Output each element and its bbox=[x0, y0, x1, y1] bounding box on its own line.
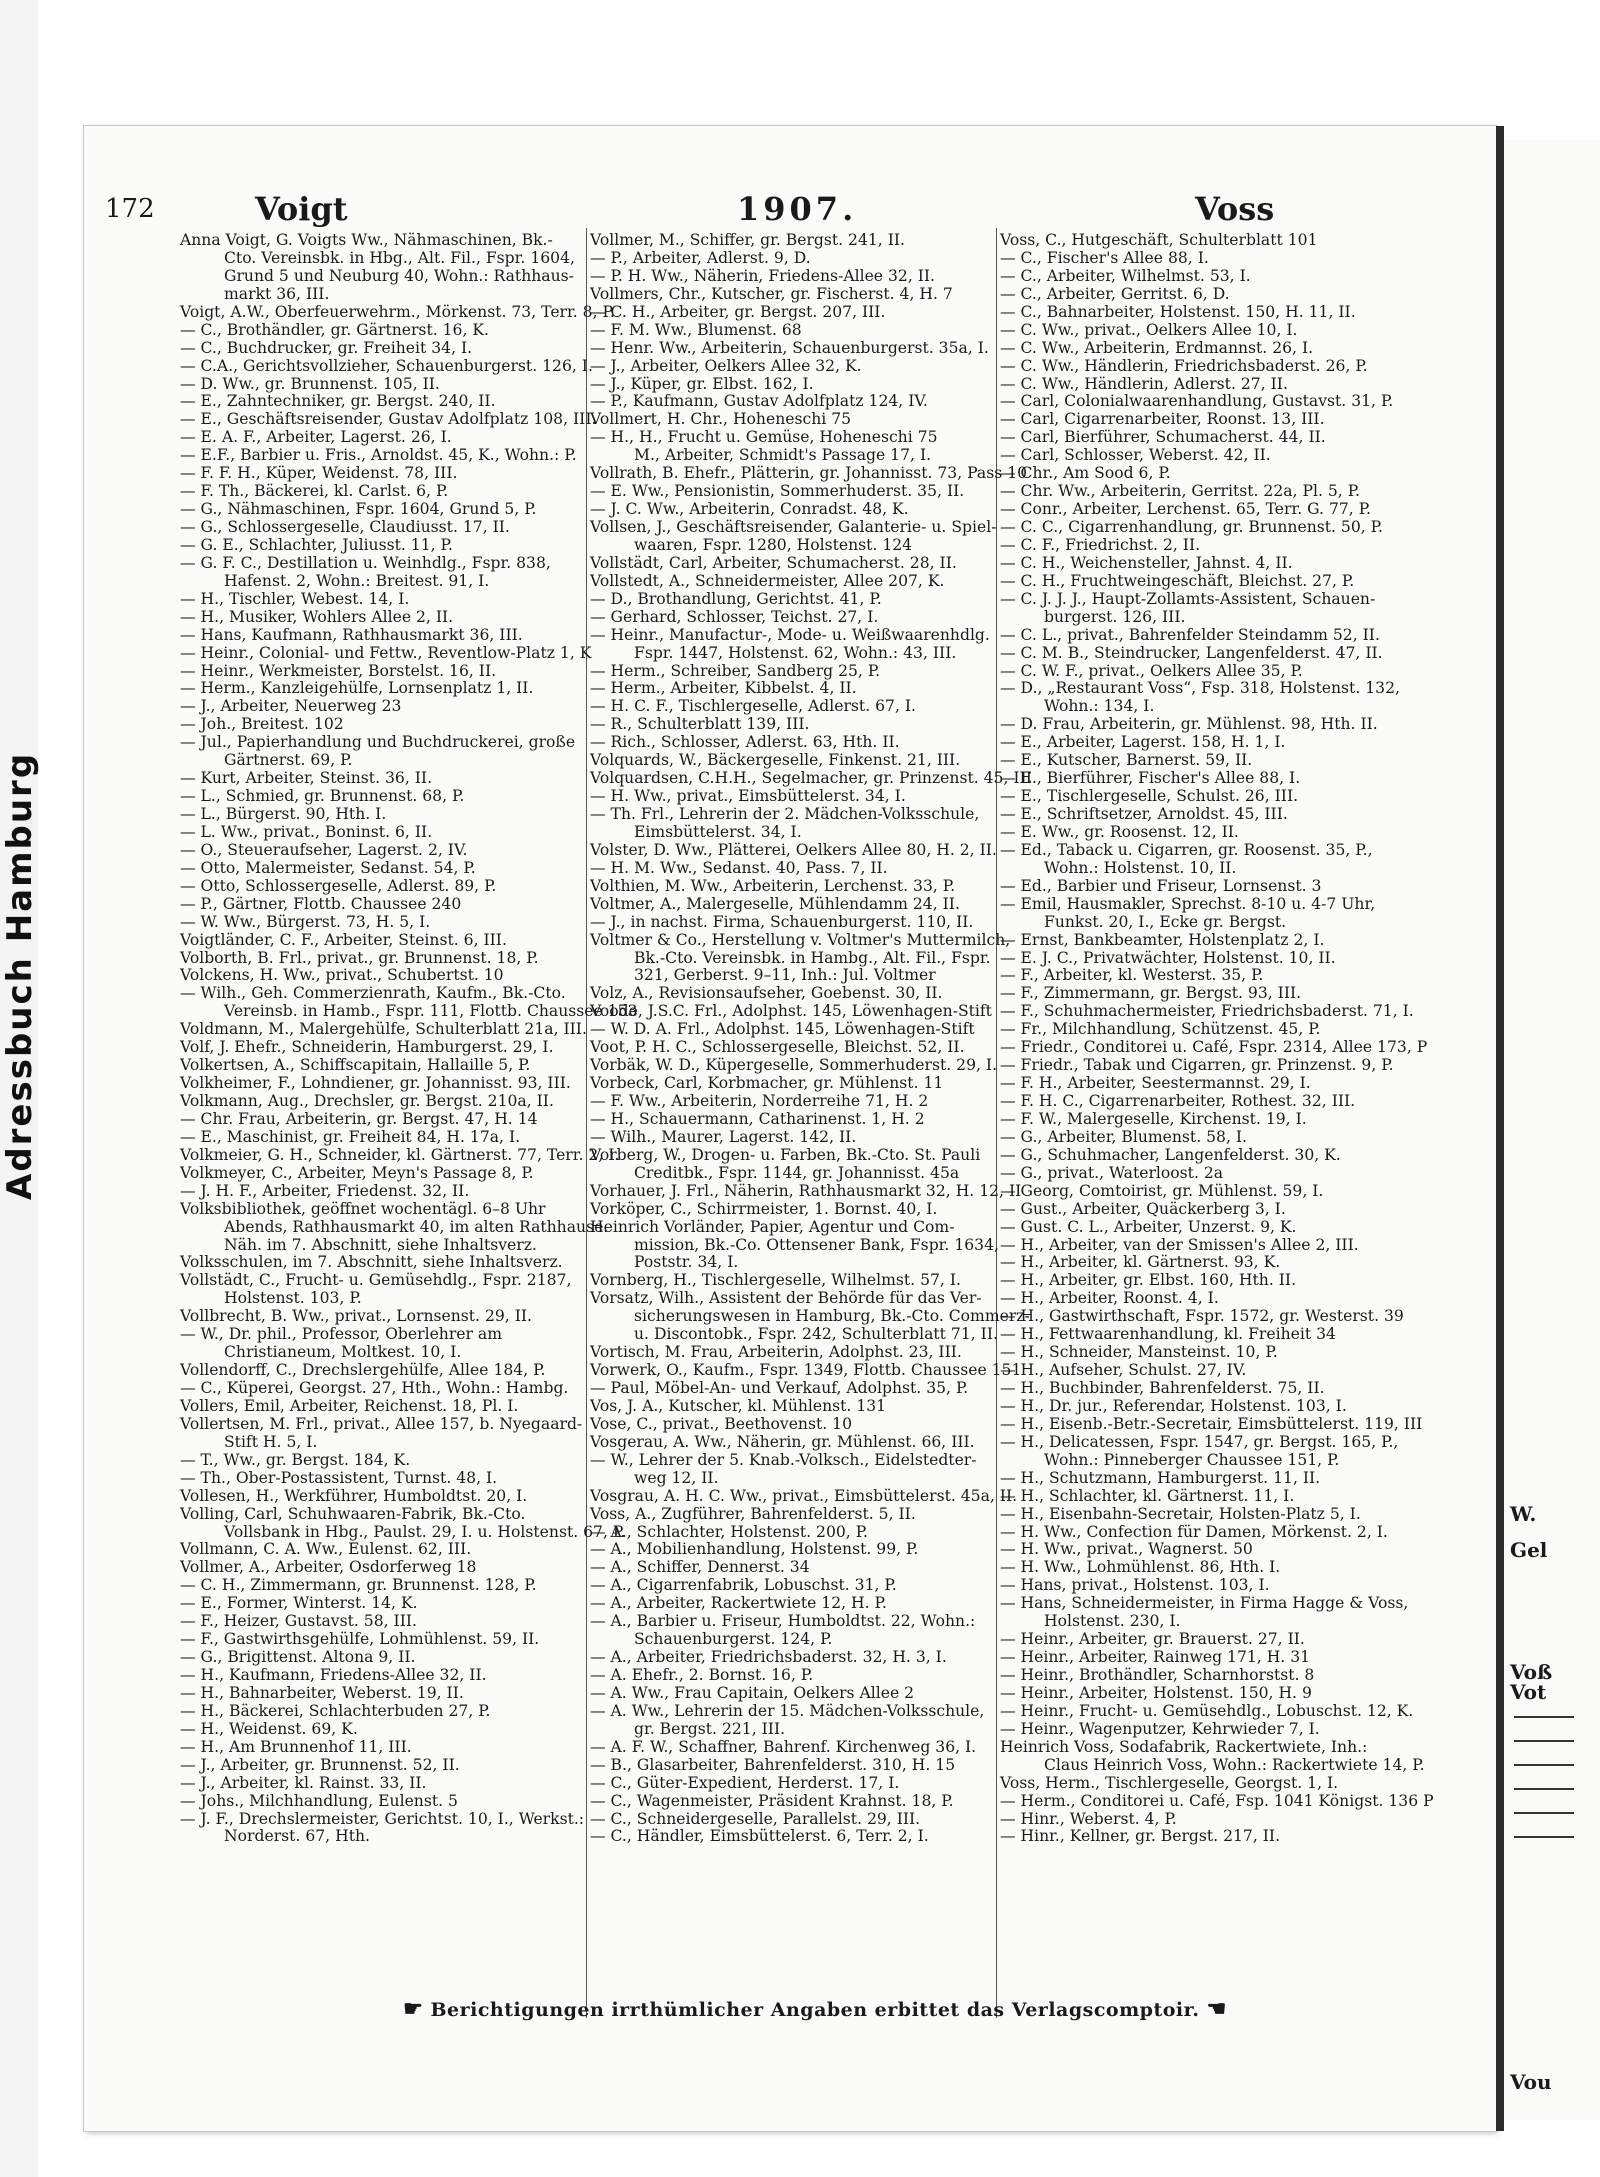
directory-entry: — T., Ww., gr. Bergst. 184, K. bbox=[180, 1450, 411, 1469]
directory-entry: — O., Steueraufseher, Lagerst. 2, IV. bbox=[180, 840, 468, 859]
directory-entry: — H., Arbeiter, kl. Gärtnerst. 93, K. bbox=[1000, 1253, 1281, 1272]
directory-entry: Volquardsen, C.H.H., Segelmacher, gr. Prinzenst. 45, III bbox=[590, 769, 1032, 788]
directory-entry: — A., Arbeiter, Friedrichsbaderst. 32, H. 3, I. bbox=[590, 1648, 947, 1667]
directory-column-3 bbox=[1000, 231, 1434, 1846]
directory-entry: — Heinr., Arbeiter, gr. Brauerst. 27, II. bbox=[1000, 1630, 1305, 1649]
directory-entry: — Jul., Papierhandlung und Buchdruckerei, große bbox=[180, 733, 576, 752]
directory-entry: — D. Ww., gr. Brunnenst. 105, II. bbox=[180, 374, 440, 393]
directory-entry: — H., Schlachter, kl. Gärtnerst. 11, I. bbox=[1000, 1486, 1295, 1505]
directory-entry: — E. Ww., Pensionistin, Sommerhuderst. 35, II. bbox=[590, 482, 965, 501]
directory-entry: Vollmann, C. A. Ww., Eulenst. 62, III. bbox=[180, 1540, 472, 1559]
directory-entry: — Conr., Arbeiter, Lerchenst. 65, Terr. G. 77, P. bbox=[1000, 500, 1371, 519]
directory-entry: Vollers, Emil, Arbeiter, Reichenst. 18, Pl. I. bbox=[180, 1396, 519, 1415]
directory-entry: — H., Bahnarbeiter, Weberst. 19, II. bbox=[180, 1683, 464, 1702]
directory-entry: — Wilh., Maurer, Lagerst. 142, II. bbox=[590, 1127, 857, 1146]
directory-entry: Vollbrecht, B. Ww., privat., Lornsenst. 29, II. bbox=[180, 1307, 532, 1326]
directory-entry-continuation: Wohn.: 134, I. bbox=[1044, 697, 1155, 716]
directory-entry: Vortisch, M. Frau, Arbeiterin, Adolphst. 23, III. bbox=[590, 1343, 962, 1362]
directory-entry: — Fr., Milchhandlung, Schützenst. 45, P. bbox=[1000, 1020, 1321, 1039]
directory-entry: — C. M. B., Steindrucker, Langenfelderst. 47, II. bbox=[1000, 643, 1383, 662]
directory-entry-continuation: 321, Gerberst. 9–11, Inh.: Jul. Voltmer bbox=[634, 966, 936, 985]
page-header bbox=[105, 190, 1405, 234]
directory-entry: Vosgerau, A. Ww., Näherin, gr. Mühlenst. 66, III. bbox=[590, 1432, 975, 1451]
directory-entry: — H., Dr. jur., Referendar, Holstenst. 103, I. bbox=[1000, 1396, 1347, 1415]
directory-entry: — H., Musiker, Wohlers Allee 2, II. bbox=[180, 607, 454, 626]
directory-entry-continuation: u. Discontobk., Fspr. 242, Schulterblatt 71, II. bbox=[634, 1325, 998, 1344]
directory-entry: — Emil, Hausmakler, Sprechst. 8-10 u. 4-7 Uhr, bbox=[1000, 894, 1376, 913]
directory-entry: — Hinr., Kellner, gr. Bergst. 217, II. bbox=[1000, 1827, 1281, 1846]
directory-entry: Vose, C., privat., Beethovenst. 10 bbox=[590, 1414, 852, 1433]
directory-entry: — Henr. Ww., Arbeiterin, Schauenburgerst. 35a, I. bbox=[590, 338, 989, 357]
directory-entry: Vollertsen, M. Frl., privat., Allee 157, b. Nyegaard- bbox=[180, 1414, 583, 1433]
directory-entry: — G. F. C., Destillation u. Weinhdlg., Fspr. 838, bbox=[180, 553, 551, 572]
directory-entry: Volkertsen, A., Schiffscapitain, Hallaille 5, P. bbox=[180, 1056, 531, 1075]
directory-entry: — G., Nähmaschinen, Fspr. 1604, Grund 5, P. bbox=[180, 500, 537, 519]
directory-entry-continuation: Vollsbank in Hbg., Paulst. 29, I. u. Holstenst. 67, P. bbox=[224, 1522, 626, 1541]
adjacent-dash bbox=[1514, 1764, 1574, 1766]
directory-entry-continuation: Fspr. 1447, Holstenst. 62, Wohn.: 43, III. bbox=[634, 643, 957, 662]
pointing-hand-icon: ☚ bbox=[1206, 1996, 1227, 2022]
directory-entry: — G., Schuhmacher, Langenfelderst. 30, K. bbox=[1000, 1145, 1341, 1164]
directory-entry: — B., Glasarbeiter, Bahrenfelderst. 310, H. 15 bbox=[590, 1755, 956, 1774]
directory-entry: Vollmers, Chr., Kutscher, gr. Fischerst. 4, H. 7 bbox=[590, 284, 953, 303]
directory-entry: — C. H., Fruchtweingeschäft, Bleichst. 27, P. bbox=[1000, 571, 1355, 590]
directory-entry: Volksschulen, im 7. Abschnitt, siehe Inhaltsverz. bbox=[180, 1253, 563, 1272]
directory-entry: — Hans, Kaufmann, Rathhausmarkt 36, III. bbox=[180, 625, 523, 644]
directory-entry: — E. A. F., Arbeiter, Lagerst. 26, I. bbox=[180, 428, 452, 447]
directory-entry: — Chr., Am Sood 6, P. bbox=[1000, 464, 1171, 483]
directory-column-2 bbox=[590, 231, 1032, 1846]
directory-entry: Voldmann, M., Malergehülfe, Schulterblatt 21a, III. bbox=[180, 1020, 587, 1039]
directory-entry: — Heinr., Frucht- u. Gemüsehdlg., Lobuschst. 12, K. bbox=[1000, 1701, 1414, 1720]
directory-entry: — H., Eisenbahn-Secretair, Holsten-Platz 5, I. bbox=[1000, 1504, 1361, 1523]
directory-entry: — D. Frau, Arbeiterin, gr. Mühlenst. 98, Hth. II. bbox=[1000, 715, 1378, 734]
directory-entry-continuation: Holstenst. 230, I. bbox=[1044, 1612, 1181, 1631]
directory-entry: — Rich., Schlosser, Adlerst. 63, Hth. II. bbox=[590, 733, 900, 752]
directory-entry: Vollmer, A., Arbeiter, Osdorferweg 18 bbox=[180, 1558, 477, 1577]
directory-entry: — F. M. Ww., Blumenst. 68 bbox=[590, 320, 802, 339]
directory-entry-continuation: M., Arbeiter, Schmidt's Passage 17, I. bbox=[634, 446, 932, 465]
directory-entry: Voss, Herm., Tischlergeselle, Georgst. 1, I. bbox=[1000, 1773, 1339, 1792]
directory-entry: — Ernst, Bankbeamter, Holstenplatz 2, I. bbox=[1000, 930, 1325, 949]
page-gutter bbox=[1496, 126, 1504, 2131]
right-keyword: Voss bbox=[1195, 190, 1275, 228]
directory-entry-continuation: Claus Heinrich Voss, Wohn.: Rackertwiete 14, P. bbox=[1044, 1755, 1425, 1774]
directory-entry: — E. J. C., Privatwächter, Holstenst. 10, II. bbox=[1000, 948, 1336, 967]
directory-entry: — H., Bäckerei, Schlachterbuden 27, P. bbox=[180, 1701, 491, 1720]
directory-entry: — C., Bahnarbeiter, Holstenst. 150, H. 11, II. bbox=[1000, 302, 1356, 321]
adjacent-page-fragment bbox=[1504, 140, 1600, 2120]
directory-entry: — F., Gastwirthsgehülfe, Lohmühlenst. 59, II. bbox=[180, 1630, 540, 1649]
directory-entry: — H., Gastwirthschaft, Fspr. 1572, gr. Westerst. 39 bbox=[1000, 1307, 1404, 1326]
directory-entry-continuation: Vereinsb. in Hamb., Fspr. 111, Flottb. Chaussee 153 bbox=[224, 1002, 638, 1021]
directory-entry: Vollstedt, A., Schneidermeister, Allee 207, K. bbox=[590, 571, 945, 590]
directory-entry: Vorhauer, J. Frl., Näherin, Rathhausmarkt 32, H. 12, II bbox=[590, 1181, 1022, 1200]
year-title: 1907. bbox=[737, 190, 858, 228]
directory-entry: — Carl, Cigarrenarbeiter, Roonst. 13, III. bbox=[1000, 410, 1325, 429]
directory-entry: — H. Ww., privat., Eimsbüttelerst. 34, I. bbox=[590, 787, 906, 806]
directory-entry: — J., Arbeiter, Neuerweg 23 bbox=[180, 697, 402, 716]
directory-entry: Voode, J.S.C. Frl., Adolphst. 145, Löwenhagen-Stift bbox=[590, 1002, 992, 1021]
directory-entry: Volz, A., Revisionsaufseher, Goebenst. 30, II. bbox=[590, 984, 943, 1003]
directory-entry: — Heinr., Brothändler, Scharnhorstst. 8 bbox=[1000, 1666, 1315, 1684]
directory-entry: — Chr. Frau, Arbeiterin, gr. Bergst. 47, H. 14 bbox=[180, 1109, 538, 1128]
directory-entry: Voltmer & Co., Herstellung v. Voltmer's Muttermilch, bbox=[590, 930, 1011, 949]
directory-entry: — A. Ww., Lehrerin der 15. Mädchen-Volksschule, bbox=[590, 1701, 985, 1720]
directory-entry: — C. J. J. J., Haupt-Zollamts-Assistent, Schauen- bbox=[1000, 589, 1376, 608]
directory-entry: Vollendorff, C., Drechslergehülfe, Allee 184, P. bbox=[180, 1361, 546, 1380]
directory-entry: — F. F. H., Küper, Weidenst. 78, III. bbox=[180, 464, 458, 483]
directory-entry: — Herm., Schreiber, Sandberg 25, P. bbox=[590, 661, 881, 680]
directory-entry: — H., Schauermann, Catharinenst. 1, H. 2 bbox=[590, 1109, 925, 1128]
directory-entry-continuation: burgerst. 126, III. bbox=[1044, 607, 1186, 626]
directory-entry: — Wilh., Geh. Commerzienrath, Kaufm., Bk.-Cto. bbox=[180, 984, 566, 1003]
directory-entry-continuation: Abends, Rathhausmarkt 40, im alten Rathhause. bbox=[224, 1217, 609, 1236]
directory-entry: — Th. Frl., Lehrerin der 2. Mädchen-Volksschule, bbox=[590, 805, 980, 823]
directory-entry-continuation: sicherungswesen in Hamburg, Bk.-Cto. Commerz- bbox=[634, 1307, 1030, 1326]
directory-entry: — Th., Ober-Postassistent, Turnst. 48, I. bbox=[180, 1468, 498, 1487]
directory-entry: — D., Brothandlung, Gerichtst. 41, P. bbox=[590, 589, 882, 608]
directory-entry: Heinrich Vorländer, Papier, Agentur und Com- bbox=[590, 1217, 955, 1236]
pointing-hand-icon: ☛ bbox=[403, 1996, 424, 2022]
directory-entry-continuation: weg 12, II. bbox=[634, 1468, 719, 1487]
directory-entry: — Otto, Schlossergeselle, Adlerst. 89, P. bbox=[180, 876, 497, 895]
directory-entry: — J., in nachst. Firma, Schauenburgerst. 110, II. bbox=[590, 912, 974, 931]
directory-entry: — Heinr., Arbeiter, Rainweg 171, H. 31 bbox=[1000, 1648, 1311, 1667]
directory-entry: — Friedr., Tabak und Cigarren, gr. Prinzenst. 9, P. bbox=[1000, 1056, 1394, 1075]
directory-entry: Vorsatz, Wilh., Assistent der Behörde für das Ver- bbox=[590, 1289, 982, 1308]
directory-entry-continuation: Hafenst. 2, Wohn.: Breitest. 91, I. bbox=[224, 571, 490, 590]
directory-entry: — Hinr., Weberst. 4, P. bbox=[1000, 1809, 1177, 1828]
directory-entry: — E., Arbeiter, Lagerst. 158, H. 1, I. bbox=[1000, 733, 1286, 752]
directory-entry: — W., Dr. phil., Professor, Oberlehrer am bbox=[180, 1325, 503, 1344]
directory-entry: — G., Arbeiter, Blumenst. 58, I. bbox=[1000, 1127, 1247, 1146]
directory-entry: — H., Eisenb.-Betr.-Secretair, Eimsbüttelerst. 119, III bbox=[1000, 1414, 1423, 1433]
directory-entry: — W. D. A. Frl., Adolphst. 145, Löwenhagen-Stift bbox=[590, 1020, 975, 1039]
directory-entry-continuation: Funkst. 20, I., Ecke gr. Bergst. bbox=[1044, 912, 1287, 931]
adjacent-dash bbox=[1514, 1716, 1574, 1718]
directory-entry: — A. Ww., Frau Capitain, Oelkers Allee 2 bbox=[590, 1683, 915, 1702]
directory-entry: — Paul, Möbel-An- und Verkauf, Adolphst. 35, P. bbox=[590, 1379, 969, 1397]
directory-entry: — A. F. W., Schaffner, Bahrenf. Kirchenweg 36, I. bbox=[590, 1737, 977, 1756]
directory-entry: — H., Kaufmann, Friedens-Allee 32, II. bbox=[180, 1666, 487, 1684]
directory-column-1 bbox=[180, 231, 638, 1846]
directory-entry: Volkmeier, G. H., Schneider, kl. Gärtnerst. 77, Terr. 2, I. bbox=[180, 1145, 620, 1164]
adjacent-fragment: Voß bbox=[1510, 1660, 1553, 1684]
directory-entry: — Carl, Bierführer, Schumacherst. 44, II. bbox=[1000, 428, 1326, 447]
directory-entry: — H., Tischler, Webest. 14, I. bbox=[180, 589, 410, 608]
directory-entry: — H., Buchbinder, Bahrenfelderst. 75, II. bbox=[1000, 1379, 1325, 1397]
directory-entry: — G., privat., Waterloost. 2a bbox=[1000, 1163, 1224, 1182]
directory-entry: Voot, P. H. C., Schlossergeselle, Bleichst. 52, II. bbox=[590, 1038, 965, 1057]
directory-entry: — C. Ww., privat., Oelkers Allee 10, I. bbox=[1000, 320, 1298, 339]
directory-entry: — E.F., Barbier u. Fris., Arnoldst. 45, K., Wohn.: P. bbox=[180, 446, 577, 465]
directory-entry: — A., Arbeiter, Rackertwiete 12, H. P. bbox=[590, 1594, 887, 1613]
adjacent-fragment: Vot bbox=[1510, 1680, 1547, 1704]
directory-entry: — C. Ww., Händlerin, Friedrichsbaderst. 26, P. bbox=[1000, 356, 1368, 375]
directory-entry: — Herm., Kanzleigehülfe, Lornsenplatz 1, II. bbox=[180, 679, 534, 698]
directory-entry: — H., Schneider, Mansteinst. 10, P. bbox=[1000, 1343, 1278, 1362]
left-keyword: Voigt bbox=[255, 190, 348, 228]
directory-entry: Volkheimer, F., Lohndiener, gr. Johannisst. 93, III. bbox=[180, 1074, 571, 1093]
directory-entry: — D., „Restaurant Voss“, Fsp. 318, Holstenst. 132, bbox=[1000, 679, 1400, 698]
directory-entry: — C. H., Arbeiter, gr. Bergst. 207, III. bbox=[590, 302, 886, 321]
directory-entry: — G. E., Schlachter, Juliusst. 11, P. bbox=[180, 535, 453, 554]
directory-entry: Vollstädt, Carl, Arbeiter, Schumacherst. 28, II. bbox=[590, 553, 957, 572]
directory-entry: — W., Lehrer der 5. Knab.-Volksch., Eidelstedter- bbox=[590, 1450, 977, 1469]
directory-entry-continuation: Gärtnerst. 69, P. bbox=[224, 751, 353, 770]
directory-entry: — H., H., Frucht u. Gemüse, Hoheneschi 75 bbox=[590, 428, 938, 447]
directory-entry: — J. C. Ww., Arbeiterin, Conradst. 48, K. bbox=[590, 500, 909, 519]
page-footer bbox=[335, 1996, 1295, 2026]
directory-entry: — H., Delicatessen, Fspr. 1547, gr. Bergst. 165, P., bbox=[1000, 1432, 1399, 1451]
directory-entry: — P., Kaufmann, Gustav Adolfplatz 124, IV. bbox=[590, 392, 928, 411]
directory-entry: — A. Ehefr., 2. Bornst. 16, P. bbox=[590, 1666, 814, 1684]
directory-entry: Volkmann, Aug., Drechsler, gr. Bergst. 210a, II. bbox=[180, 1092, 554, 1110]
scan-left-edge bbox=[0, 0, 38, 2177]
directory-entry: — Friedr., Conditorei u. Café, Fspr. 2314, Allee 173, P bbox=[1000, 1038, 1428, 1057]
directory-entry: — F., Heizer, Gustavst. 58, III. bbox=[180, 1612, 417, 1631]
directory-entry: — F. Th., Bäckerei, kl. Carlst. 6, P. bbox=[180, 482, 449, 501]
directory-entry: — G., Brigittenst. Altona 9, II. bbox=[180, 1648, 416, 1667]
directory-entry: — Carl, Schlosser, Weberst. 42, II. bbox=[1000, 446, 1271, 465]
directory-entry: Vosgrau, A. H. C. Ww., privat., Eimsbüttelerst. 45a, II. bbox=[590, 1486, 1018, 1505]
directory-entry: — C., Güter-Expedient, Herderst. 17, I. bbox=[590, 1773, 900, 1792]
directory-entry: Vos, J. A., Kutscher, kl. Mühlenst. 131 bbox=[590, 1396, 887, 1415]
directory-entry: — H., Schutzmann, Hamburgerst. 11, II. bbox=[1000, 1468, 1321, 1487]
directory-entry: — H. Ww., Lohmühlenst. 86, Hth. I. bbox=[1000, 1558, 1281, 1577]
directory-entry: — C. Ww., Händlerin, Adlerst. 27, II. bbox=[1000, 374, 1288, 393]
directory-entry: — Kurt, Arbeiter, Steinst. 36, II. bbox=[180, 769, 433, 788]
directory-entry: — E., Bierführer, Fischer's Allee 88, I. bbox=[1000, 769, 1301, 788]
directory-entry: — E., Kutscher, Barnerst. 59, II. bbox=[1000, 751, 1253, 770]
directory-entry: — C. H., Zimmermann, gr. Brunnenst. 128, P. bbox=[180, 1576, 537, 1595]
directory-entry-continuation: Creditbk., Fspr. 1144, gr. Johannisst. 45a bbox=[634, 1163, 960, 1182]
directory-entry: — H. M. Ww., Sedanst. 40, Pass. 7, II. bbox=[590, 858, 888, 877]
directory-entry-continuation: gr. Bergst. 221, III. bbox=[634, 1719, 786, 1738]
directory-entry: — E., Geschäftsreisender, Gustav Adolfplatz 108, III. bbox=[180, 410, 597, 429]
directory-entry: — A., Cigarrenfabrik, Lobuschst. 31, P. bbox=[590, 1576, 897, 1595]
directory-entry: — H. C. F., Tischlergeselle, Adlerst. 67, I. bbox=[590, 697, 916, 716]
directory-entry-continuation: mission, Bk.-Co. Ottensener Bank, Fspr. 1634, bbox=[634, 1235, 999, 1254]
directory-entry: — C., Schneidergeselle, Parallelst. 29, III. bbox=[590, 1809, 921, 1828]
directory-entry: — P. H. Ww., Näherin, Friedens-Allee 32, II. bbox=[590, 266, 936, 285]
directory-entry: — J., Arbeiter, gr. Brunnenst. 52, II. bbox=[180, 1755, 460, 1774]
directory-entry: — Joh., Breitest. 102 bbox=[180, 715, 344, 734]
directory-entry: — C., Fischer's Allee 88, I. bbox=[1000, 248, 1209, 267]
directory-entry: — Gerhard, Schlosser, Teichst. 27, I. bbox=[590, 607, 879, 626]
directory-entry: — H. Ww., privat., Wagnerst. 50 bbox=[1000, 1540, 1253, 1559]
directory-entry: — A., Schlachter, Holstenst. 200, P. bbox=[590, 1522, 869, 1541]
directory-entry: Heinrich Voss, Sodafabrik, Rackertwiete, Inh.: bbox=[1000, 1737, 1368, 1756]
directory-entry: — J., Arbeiter, Oelkers Allee 32, K. bbox=[590, 356, 862, 375]
directory-entry: Voltmer, A., Malergeselle, Mühlendamm 24, II. bbox=[590, 894, 960, 913]
directory-entry: — H., Fettwaarenhandlung, kl. Freiheit 34 bbox=[1000, 1325, 1336, 1344]
directory-entry: Anna Voigt, G. Voigts Ww., Nähmaschinen, Bk.- bbox=[180, 231, 553, 249]
directory-entry: — Heinr., Colonial- und Fettw., Reventlow-Platz 1, K bbox=[180, 643, 592, 662]
directory-entry: — C., Wagenmeister, Präsident Krahnst. 18, P. bbox=[590, 1791, 954, 1810]
directory-entry: Vollsen, J., Geschäftsreisender, Galanterie- u. Spiel- bbox=[590, 518, 997, 536]
adjacent-dash bbox=[1514, 1788, 1574, 1790]
directory-entry: — F. W., Malergeselle, Kirchenst. 19, I. bbox=[1000, 1109, 1307, 1128]
directory-entry: — L. Ww., privat., Boninst. 6, II. bbox=[180, 822, 433, 841]
directory-entry: Vollesen, H., Werkführer, Humboldtst. 20, I. bbox=[180, 1486, 528, 1505]
directory-entry: — C. C., Cigarrenhandlung, gr. Brunnenst. 50, P. bbox=[1000, 518, 1383, 536]
directory-entry: — C.A., Gerichtsvollzieher, Schauenburgerst. 126, I. bbox=[180, 356, 593, 375]
directory-entry: — W. Ww., Bürgerst. 73, H. 5, I. bbox=[180, 912, 431, 931]
directory-entry: Vorberg, W., Drogen- u. Farben, Bk.-Cto. St. Pauli bbox=[590, 1145, 981, 1164]
directory-entry: Vorköper, C., Schirrmeister, 1. Bornst. 40, I. bbox=[590, 1199, 938, 1218]
directory-entry: Volckens, H. Ww., privat., Schubertst. 10 bbox=[180, 966, 504, 985]
directory-entry: — Ed., Barbier und Friseur, Lornsenst. 3 bbox=[1000, 876, 1322, 895]
directory-entry: — H., Aufseher, Schulst. 27, IV. bbox=[1000, 1361, 1247, 1380]
directory-entry: — C. W. F., privat., Oelkers Allee 35, P. bbox=[1000, 661, 1303, 680]
directory-entry: — F. H., Arbeiter, Seestermannst. 29, I. bbox=[1000, 1074, 1311, 1093]
adjacent-fragment: Vou bbox=[1510, 2070, 1552, 2094]
directory-entry: Voigt, A.W., Oberfeuerwehrm., Mörkenst. 73, Terr. 8, P. bbox=[180, 302, 615, 321]
directory-entry-continuation: Näh. im 7. Abschnitt, siehe Inhaltsverz. bbox=[224, 1235, 537, 1254]
directory-entry: Vorbeck, Carl, Korbmacher, gr. Mühlenst. 11 bbox=[590, 1074, 944, 1093]
directory-entry: — J., Küper, gr. Elbst. 162, I. bbox=[590, 374, 814, 393]
directory-entry-continuation: Bk.-Cto. Vereinsbk. in Hambg., Alt. Fil., Fspr. bbox=[634, 948, 991, 967]
directory-entry: — C. Ww., Arbeiterin, Erdmannst. 26, I. bbox=[1000, 338, 1314, 357]
directory-entry-continuation: Grund 5 und Neuburg 40, Wohn.: Rathhaus- bbox=[224, 266, 574, 285]
directory-entry: — P., Arbeiter, Adlerst. 9, D. bbox=[590, 248, 811, 267]
directory-entry: — H., Am Brunnenhof 11, III. bbox=[180, 1737, 412, 1756]
directory-entry: — C., Händler, Eimsbüttelerst. 6, Terr. 2, I. bbox=[590, 1827, 929, 1846]
directory-entry: Volthien, M. Ww., Arbeiterin, Lerchenst. 33, P. bbox=[590, 876, 956, 895]
directory-entry-continuation: Holstenst. 103, P. bbox=[224, 1289, 362, 1308]
directory-entry: Vorbäk, W. D., Küpergeselle, Sommerhuderst. 29, I. bbox=[590, 1056, 998, 1075]
directory-entry: — H. Ww., Confection für Damen, Mörkenst. 2, I. bbox=[1000, 1522, 1388, 1541]
directory-entry: — C. L., privat., Bahrenfelder Steindamm 52, II. bbox=[1000, 625, 1380, 644]
page-number: 172 bbox=[105, 194, 155, 224]
directory-entry: Volf, J. Ehefr., Schneiderin, Hamburgerst. 29, I. bbox=[180, 1038, 554, 1057]
directory-entry: — Heinr., Arbeiter, Holstenst. 150, H. 9 bbox=[1000, 1683, 1312, 1702]
directory-entry: — F., Schuhmachermeister, Friedrichsbaderst. 71, I. bbox=[1000, 1002, 1414, 1021]
directory-entry-continuation: Poststr. 34, I. bbox=[634, 1253, 739, 1272]
directory-entry: — A., Barbier u. Friseur, Humboldtst. 22, Wohn.: bbox=[590, 1612, 976, 1631]
directory-entry: — L., Bürgerst. 90, Hth. I. bbox=[180, 805, 387, 823]
directory-entry: Vollstädt, C., Frucht- u. Gemüsehdlg., Fspr. 2187, bbox=[180, 1271, 572, 1290]
directory-entry: Voigtländer, C. F., Arbeiter, Steinst. 6, III. bbox=[180, 930, 507, 949]
directory-entry: — Heinr., Wagenputzer, Kehrwieder 7, I. bbox=[1000, 1719, 1320, 1738]
directory-entry: — C. F., Friedrichst. 2, II. bbox=[1000, 535, 1201, 554]
directory-entry-continuation: waaren, Fspr. 1280, Holstenst. 124 bbox=[634, 535, 913, 554]
directory-entry: — Chr. Ww., Arbeiterin, Gerritst. 22a, Pl. 5, P. bbox=[1000, 482, 1360, 501]
directory-entry: — G., Schlossergeselle, Claudiusst. 17, II. bbox=[180, 518, 510, 536]
directory-entry: — Ed., Taback u. Cigarren, gr. Roosenst. 35, P., bbox=[1000, 840, 1373, 859]
directory-entry: — E., Tischlergeselle, Schulst. 26, III. bbox=[1000, 787, 1299, 806]
directory-entry: Volksbibliothek, geöffnet wochentägl. 6–8 Uhr bbox=[180, 1199, 546, 1218]
directory-entry: Vorwerk, O., Kaufm., Fspr. 1349, Flottb. Chaussee 151 bbox=[590, 1361, 1022, 1380]
adjacent-dash bbox=[1514, 1812, 1574, 1814]
adjacent-fragment: Gel bbox=[1510, 1538, 1548, 1562]
footer-note: Berichtigungen irrthümlicher Angaben erbittet das Verlagscomptoir. bbox=[430, 1999, 1200, 2021]
directory-entry-continuation: Eimsbüttelerst. 34, I. bbox=[634, 822, 802, 841]
directory-entry-continuation: Christianeum, Moltkest. 10, I. bbox=[224, 1343, 462, 1362]
directory-entry: — L., Schmied, gr. Brunnenst. 68, P. bbox=[180, 787, 465, 806]
directory-entry: Vollmer, M., Schiffer, gr. Bergst. 241, II. bbox=[590, 231, 906, 249]
directory-entry: — Hans, privat., Holstenst. 103, I. bbox=[1000, 1576, 1270, 1595]
directory-entry: — C., Arbeiter, Gerritst. 6, D. bbox=[1000, 284, 1230, 303]
directory-entry-continuation: Schauenburgerst. 124, P. bbox=[634, 1630, 833, 1649]
directory-entry: — F., Zimmermann, gr. Bergst. 93, III. bbox=[1000, 984, 1302, 1003]
directory-entry-continuation: Stift H. 5, I. bbox=[224, 1432, 318, 1451]
directory-entry: — Gust., Arbeiter, Quäckerberg 3, I. bbox=[1000, 1199, 1286, 1218]
directory-entry: Volquards, W., Bäckergeselle, Finkenst. 21, III. bbox=[590, 751, 961, 770]
directory-entry: — Johs., Milchhandlung, Eulenst. 5 bbox=[180, 1791, 458, 1810]
directory-entry: — E., Zahntechniker, gr. Bergst. 240, II. bbox=[180, 392, 496, 411]
spine-label: Adressbuch Hamburg bbox=[0, 751, 40, 1200]
directory-entry-continuation: Wohn.: Pinneberger Chaussee 151, P. bbox=[1044, 1450, 1340, 1469]
directory-entry: Volling, Carl, Schuhwaaren-Fabrik, Bk.-Cto. bbox=[180, 1504, 526, 1523]
directory-entry: — Georg, Comtoirist, gr. Mühlenst. 59, I. bbox=[1000, 1181, 1324, 1200]
directory-entry: — R., Schulterblatt 139, III. bbox=[590, 715, 810, 734]
directory-entry: — C., Buchdrucker, gr. Freiheit 34, I. bbox=[180, 338, 473, 357]
directory-entry: — H., Weidenst. 69, K. bbox=[180, 1719, 358, 1738]
directory-entry: — Herm., Conditorei u. Café, Fsp. 1041 Königst. 136 P bbox=[1000, 1791, 1434, 1810]
directory-entry-continuation: Wohn.: Holstenst. 10, II. bbox=[1044, 858, 1237, 877]
directory-entry: — J. F., Drechslermeister, Gerichtst. 10, I., Werkst.: bbox=[180, 1809, 585, 1828]
directory-entry: — Heinr., Werkmeister, Borstelst. 16, II. bbox=[180, 661, 497, 680]
directory-entry: — C., Küperei, Georgst. 27, Hth., Wohn.: Hambg. bbox=[180, 1379, 569, 1397]
adjacent-fragment: W. bbox=[1510, 1502, 1537, 1526]
adjacent-dash bbox=[1514, 1836, 1574, 1838]
adjacent-dash bbox=[1514, 1740, 1574, 1742]
directory-entry: — P., Gärtner, Flottb. Chaussee 240 bbox=[180, 894, 462, 913]
directory-entry: — H., Arbeiter, Roonst. 4, I. bbox=[1000, 1289, 1219, 1308]
directory-entry: — F. Ww., Arbeiterin, Norderreihe 71, H. 2 bbox=[590, 1092, 929, 1110]
directory-entry: Vollmert, H. Chr., Hoheneschi 75 bbox=[590, 410, 852, 429]
directory-entry: — Otto, Malermeister, Sedanst. 54, P. bbox=[180, 858, 476, 877]
directory-entry: — F., Arbeiter, kl. Westerst. 35, P. bbox=[1000, 966, 1264, 985]
directory-entry: — E., Maschinist, gr. Freiheit 84, H. 17a, I. bbox=[180, 1127, 521, 1146]
directory-entry: — J. H. F., Arbeiter, Friedenst. 32, II. bbox=[180, 1181, 470, 1200]
directory-entry: — C. H., Weichensteller, Jahnst. 4, II. bbox=[1000, 553, 1293, 572]
directory-entry: Volkmeyer, C., Arbeiter, Meyn's Passage 8, P. bbox=[180, 1163, 534, 1182]
directory-entry: — A., Schiffer, Dennerst. 34 bbox=[590, 1558, 810, 1577]
directory-entry: — A., Mobilienhandlung, Holstenst. 99, P. bbox=[590, 1540, 919, 1559]
directory-entry: — H., Arbeiter, gr. Elbst. 160, Hth. II. bbox=[1000, 1271, 1297, 1290]
directory-entry: — Carl, Colonialwaarenhandlung, Gustavst. 31, P. bbox=[1000, 392, 1394, 411]
directory-entry: Voss, C., Hutgeschäft, Schulterblatt 101 bbox=[1000, 231, 1318, 249]
directory-entry: — F. H. C., Cigarrenarbeiter, Rothest. 32, III. bbox=[1000, 1092, 1356, 1110]
directory-entry: — E., Schriftsetzer, Arnoldst. 45, III. bbox=[1000, 805, 1288, 823]
directory-entry: — C., Arbeiter, Wilhelmst. 53, I. bbox=[1000, 266, 1251, 285]
directory-entry: Volster, D. Ww., Plätterei, Oelkers Allee 80, H. 2, II. bbox=[590, 840, 997, 859]
directory-entry: — J., Arbeiter, kl. Rainst. 33, II. bbox=[180, 1773, 427, 1792]
directory-entry: Volborth, B. Frl., privat., gr. Brunnenst. 18, P. bbox=[180, 948, 539, 967]
directory-entry: Voss, A., Zugführer, Bahrenfelderst. 5, II. bbox=[590, 1504, 916, 1523]
directory-entry: — Herm., Arbeiter, Kibbelst. 4, II. bbox=[590, 679, 857, 698]
directory-entry-continuation: Norderst. 67, Hth. bbox=[224, 1827, 370, 1846]
directory-entry: — H., Arbeiter, van der Smissen's Allee 2, III. bbox=[1000, 1235, 1359, 1254]
directory-entry: — Hans, Schneidermeister, in Firma Hagge & Voss, bbox=[1000, 1594, 1409, 1613]
directory-entry-continuation: markt 36, III. bbox=[224, 284, 330, 303]
directory-entry: — Heinr., Manufactur-, Mode- u. Weißwaarenhdlg. bbox=[590, 625, 990, 644]
directory-entry-continuation: Cto. Vereinsbk. in Hbg., Alt. Fil., Fspr. 1604, bbox=[224, 248, 575, 267]
directory-entry: — E., Former, Winterst. 14, K. bbox=[180, 1594, 418, 1613]
directory-entry: — E. Ww., gr. Roosenst. 12, II. bbox=[1000, 822, 1239, 841]
directory-entry: — Gust. C. L., Arbeiter, Unzerst. 9, K. bbox=[1000, 1217, 1297, 1236]
directory-entry: — C., Brothändler, gr. Gärtnerst. 16, K. bbox=[180, 320, 489, 339]
directory-entry: Vollrath, B. Ehefr., Plätterin, gr. Johannisst. 73, Pass 10 bbox=[590, 464, 1028, 483]
directory-entry: Vornberg, H., Tischlergeselle, Wilhelmst. 57, I. bbox=[590, 1271, 961, 1290]
